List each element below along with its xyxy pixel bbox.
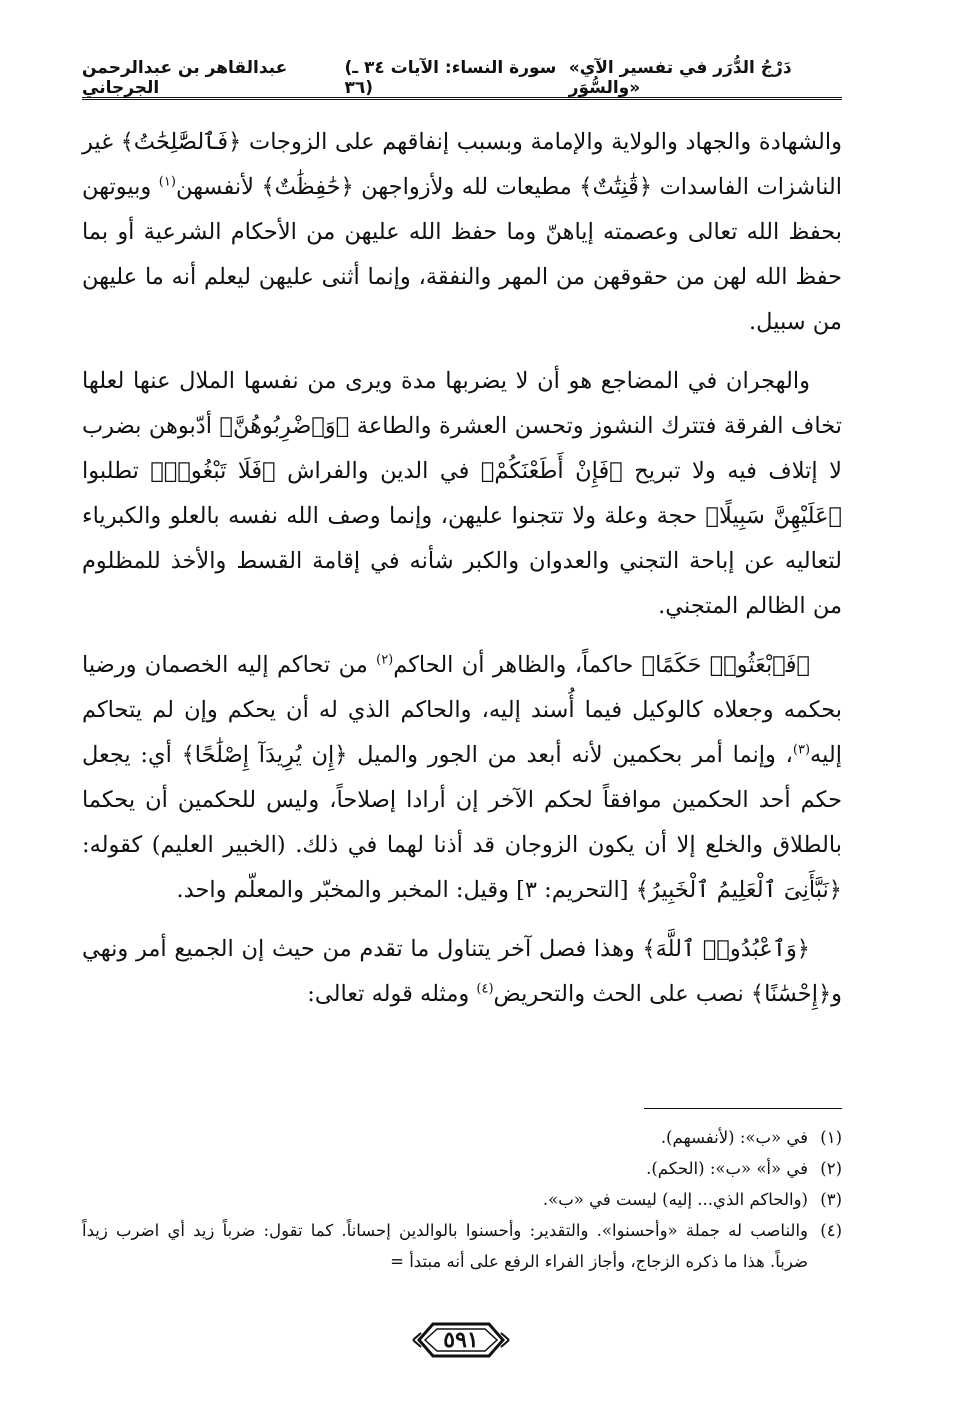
footnote-text: (والحاكم الذي... إليه) ليست في «ب». (542, 1190, 808, 1209)
text-run: من تحاكم إليه الخصمان ورضيا بحكمه وجعلاه كالوكيل فيما أُسند إليه، والحاكم الذي له أن يحكم وإن لم يتحاكم إليه (82, 652, 842, 768)
footnote-marker: (١) (158, 174, 176, 190)
footnote-item (82, 1184, 842, 1215)
footnote-marker: (٤) (476, 981, 494, 997)
main-text (82, 120, 842, 1031)
footnote-text: والناصب له جملة «وأحسنوا». والتقدير: وأحسنوا بالوالدين إحساناً. كما تقول: ضرباً زيد أي اضرب زيداً ضرباً. هذا ما ذكره الزجاج، وأجاز الفراء الرفع على أنه مبتدأ = (82, 1221, 808, 1271)
author-name: عبدالقاهر بن عبدالرحمن الجرجاني (82, 58, 288, 98)
text-run: والهجران في المضاجع هو أن لا يضربها مدة ويرى من نفسها الملال عنها لعلها تخاف الفرقة فتترك النشوز وتحسن العشرة والطاعة ﴿وَٱضْرِبُوهُنَّ﴾ أدّبوهن بضرب لا إتلاف فيه ولا تبريح ﴿فَإِنْ أَطَعْنَكُمْ﴾ في الدين والفراش ﴿فَلَا تَبْغُوا۟﴾ تطلبوا ﴿عَلَيْهِنَّ سَبِيلًا﴾ حجة وعلة ولا تتجنوا عليهن، وإنما وصف الله نفسه بالعلو والكبرياء لتعاليه عن إباحة التجني والعدوان والكبر شأنه في إقامة القسط والأخذ للمظلوم من الظالم المتجني. (82, 368, 842, 619)
footnote-marker: (٢) (376, 652, 394, 668)
paragraph (82, 359, 842, 629)
footnote-item (82, 1122, 842, 1153)
paragraph (82, 120, 842, 345)
footnote-item (82, 1215, 842, 1277)
footnote-text: في «ب»: (لأنفسهم). (660, 1128, 808, 1147)
header-rule (82, 97, 842, 100)
footnote-number: (٤) (820, 1221, 842, 1240)
footnote-marker: (٣) (792, 742, 811, 758)
footnote-item (82, 1153, 842, 1184)
paragraph (82, 927, 842, 1017)
footnotes (82, 1122, 842, 1277)
page-number: ٥٩١ (443, 1327, 479, 1353)
footnote-number: (٣) (820, 1190, 842, 1209)
footnote-text: في «أ» «ب»: (الحكم). (646, 1159, 808, 1178)
text-run: والشهادة والجهاد والولاية والإمامة وبسبب إنفاقهم على الزوجات ﴿فَٱلصَّٰلِحَٰتُ﴾ غير الناشزات الفاسدات ﴿قَٰنِتَٰتٌ﴾ مطيعات لله ولأزواجهن ﴿حَٰفِظَٰتٌ﴾ لأنفسهن (82, 129, 842, 200)
text-run: ﴿فَٱبْعَثُوا۟ حَكَمًا﴾ حاكماً، والظاهر أن الحاكم (393, 652, 810, 678)
footnote-number: (١) (820, 1128, 842, 1147)
text-run: ، وإنما أمر بحكمين لأنه أبعد من الجور والميل ﴿إِن يُرِيدَآ إِصْلَٰحًا﴾ أي: يجعل حكم أحد الحكمين موافقاً لحكم الآخر إن أرادا إصلاحاً، وليس للحكمين أن يحكما بالطلاق والخلع إلا أن يكون الزوجان قد أذنا لهما في ذلك. (الخبير العليم) كقوله: ﴿نَبَّأَنِىَ ٱلْعَلِيمُ ٱلْخَبِيرُ﴾ [التحريم: ٣] وقيل: المخبر والمخبّر والمعلّم واحد. (82, 742, 842, 903)
footnote-number: (٢) (820, 1159, 842, 1178)
running-header (82, 58, 842, 98)
page-number-ornament (411, 1316, 511, 1364)
paragraph (82, 643, 842, 913)
book-title: «دَرْجُ الدُّرَر في تفسير الآي والسُّوَر» (568, 58, 792, 98)
footnote-separator (644, 1108, 842, 1109)
text-run: وبيوتهن بحفظ الله تعالى وعصمته إياهنّ وما حفظ الله عليهن من الأحكام الشرعية أو بما حفظ الله لهن من حقوقهن من المهر والنفقة، وإنما أثنى عليهن ليعلم أنه ما عليهن من سبيل. (82, 174, 842, 335)
surah-reference: (سورة النساء: الآيات ٣٤ ـ ٣٦) (344, 58, 557, 98)
text-run: ﴿وَٱعْبُدُوا۟ ٱللَّهَ﴾ وهذا فصل آخر يتناول ما تقدم من حيث إن الجميع أمر ونهي و﴿إِحْسَٰنًا﴾ نصب على الحث والتحريض (82, 936, 842, 1007)
text-run: ومثله قوله تعالى: (307, 981, 477, 1007)
